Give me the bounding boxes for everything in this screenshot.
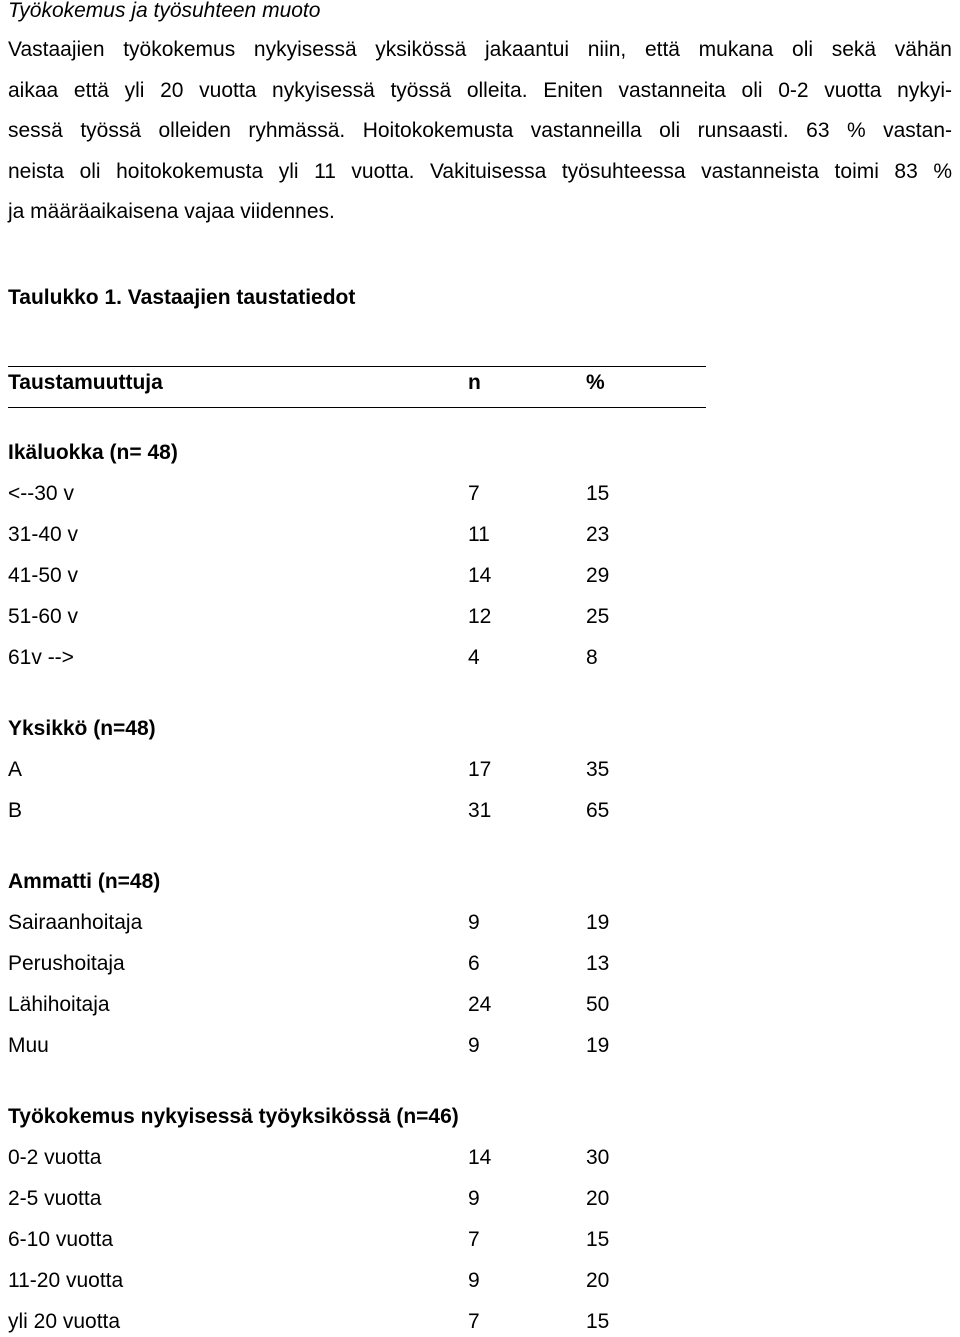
- row-n: 24: [468, 993, 492, 1016]
- row-n: 31: [468, 799, 492, 822]
- table-row: [8, 645, 708, 671]
- row-n: 14: [468, 564, 492, 587]
- row-label: 31-40 v: [8, 523, 79, 546]
- row-label: 61v -->: [8, 646, 74, 669]
- table-row: [8, 1033, 708, 1059]
- table-top-rule: [8, 366, 706, 367]
- row-percent: 15: [586, 1310, 610, 1333]
- header-percent: %: [586, 371, 605, 394]
- table-row: [8, 563, 708, 589]
- row-label: 51-60 v: [8, 605, 79, 628]
- row-label: 6-10 vuotta: [8, 1228, 114, 1251]
- row-label: 11-20 vuotta: [8, 1269, 124, 1292]
- row-n: 11: [468, 523, 490, 546]
- table-caption: Taulukko 1. Vastaajien taustatiedot: [8, 286, 356, 309]
- row-label: Perushoitaja: [8, 952, 125, 975]
- row-n: 7: [468, 1228, 480, 1251]
- group-title-profession: Ammatti (n=48): [8, 870, 161, 893]
- row-n: 9: [468, 911, 480, 934]
- row-percent: 20: [586, 1187, 610, 1210]
- row-percent: 15: [586, 1228, 610, 1251]
- table-header-rule: [8, 407, 706, 408]
- table-row: [8, 992, 708, 1018]
- row-n: 14: [468, 1146, 492, 1169]
- row-n: 7: [468, 482, 480, 505]
- paragraph-line: ja määräaikaisena vajaa viidennes.: [8, 200, 335, 223]
- table-row: [8, 481, 708, 507]
- row-percent: 15: [586, 482, 610, 505]
- table-row: [8, 757, 708, 783]
- row-n: 17: [468, 758, 492, 781]
- row-n: 9: [468, 1269, 480, 1292]
- row-label: 2-5 vuotta: [8, 1187, 102, 1210]
- paragraph-line: aikaa että yli 20 vuotta nykyisessä työssä olleita. Eniten vastanneita oli 0-2 vuotta nykyi-: [8, 78, 952, 102]
- row-percent: 35: [586, 758, 610, 781]
- group-title-unit: Yksikkö (n=48): [8, 717, 156, 740]
- table-row: [8, 910, 708, 936]
- table-row: [8, 604, 708, 630]
- row-percent: 29: [586, 564, 610, 587]
- row-n: 6: [468, 952, 480, 975]
- row-label: Sairaanhoitaja: [8, 911, 143, 934]
- table-row: [8, 1145, 708, 1171]
- row-n: 9: [468, 1187, 480, 1210]
- row-percent: 19: [586, 911, 610, 934]
- row-label: 0-2 vuotta: [8, 1146, 102, 1169]
- header-n: n: [468, 371, 481, 394]
- paragraph-line: sessä työssä olleiden ryhmässä. Hoitokokemusta vastanneilla oli runsaasti. 63 % vastan-: [8, 119, 952, 142]
- row-label: <--30 v: [8, 482, 74, 505]
- table-row: [8, 951, 708, 977]
- row-percent: 25: [586, 605, 610, 628]
- table-row: [8, 1268, 708, 1294]
- group-title-work-experience: Työkokemus nykyisessä työyksikössä (n=46): [8, 1105, 459, 1128]
- row-percent: 19: [586, 1034, 610, 1057]
- row-percent: 13: [586, 952, 610, 975]
- row-label: B: [8, 799, 23, 822]
- row-label: 41-50 v: [8, 564, 79, 587]
- group-title-age: Ikäluokka (n= 48): [8, 441, 178, 464]
- row-percent: 23: [586, 523, 610, 546]
- row-label: A: [8, 758, 23, 781]
- table-row: [8, 1227, 708, 1253]
- section-heading: Työkokemus ja työsuhteen muoto: [8, 0, 321, 22]
- row-n: 7: [468, 1310, 480, 1333]
- row-percent: 50: [586, 993, 610, 1016]
- paragraph-line: Vastaajien työkokemus nykyisessä yksikössä jakaantui niin, että mukana oli sekä vähän: [8, 38, 952, 61]
- table-row: [8, 1186, 708, 1212]
- row-n: 12: [468, 605, 492, 628]
- row-label: Muu: [8, 1034, 49, 1057]
- row-label: yli 20 vuotta: [8, 1310, 121, 1333]
- table-row: [8, 798, 708, 824]
- table-row: [8, 1309, 708, 1335]
- table-header-row: [8, 370, 708, 396]
- row-n: 9: [468, 1034, 480, 1057]
- table-row: [8, 522, 708, 548]
- header-variable: Taustamuuttuja: [8, 371, 163, 394]
- row-percent: 30: [586, 1146, 610, 1169]
- row-percent: 8: [586, 646, 598, 669]
- body-paragraph: [8, 30, 952, 233]
- row-label: Lähihoitaja: [8, 993, 110, 1016]
- row-percent: 65: [586, 799, 610, 822]
- row-n: 4: [468, 646, 480, 669]
- row-percent: 20: [586, 1269, 610, 1292]
- paragraph-line: neista oli hoitokokemusta yli 11 vuotta. Vakituisessa työsuhteessa vastanneista toimi 83 %: [8, 159, 952, 183]
